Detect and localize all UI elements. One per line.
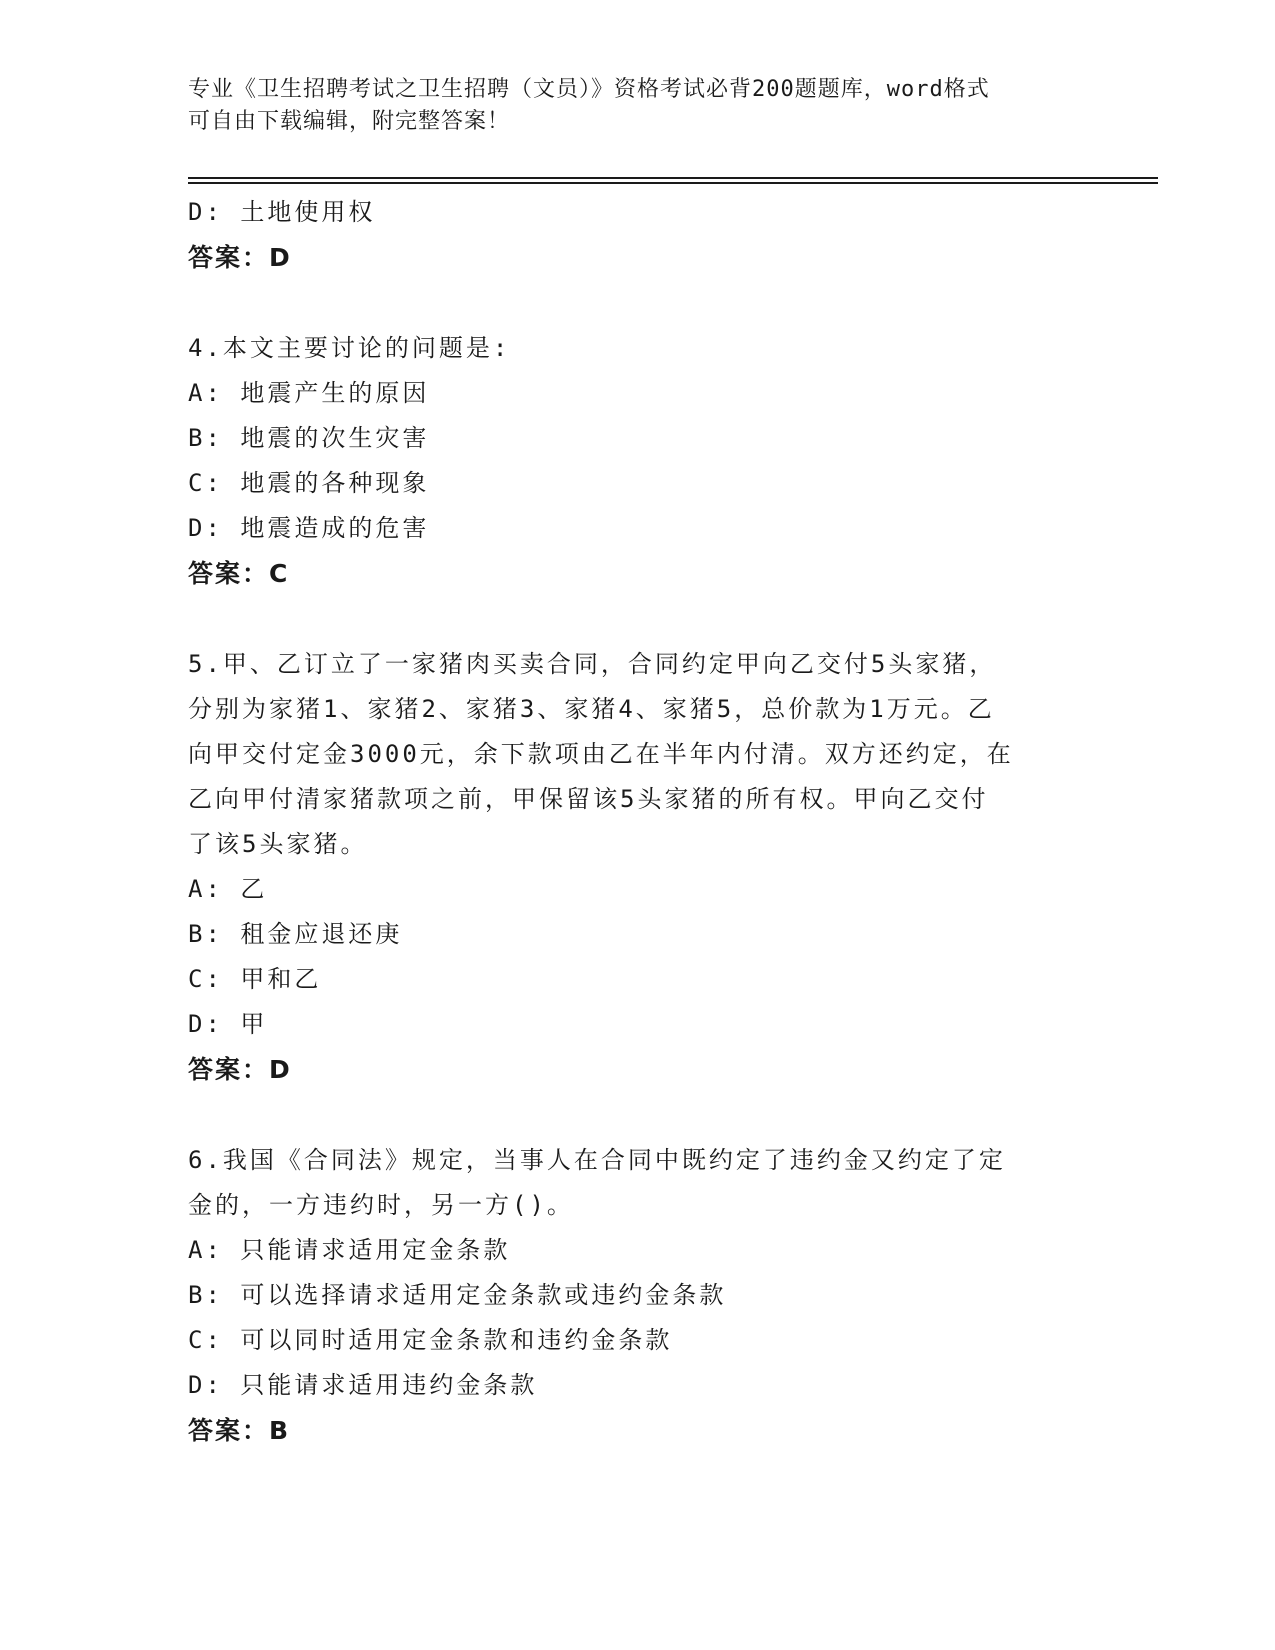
q6-stem-line-2: 金的，一方违约时，另一方()。 xyxy=(188,1191,574,1219)
q5-answer: 答案：D xyxy=(188,1055,292,1084)
header-title-line-1: 专业《卫生招聘考试之卫生招聘（文员）》资格考试必背200题题库，word格式 xyxy=(188,77,990,102)
question-3-tail xyxy=(188,190,1088,280)
header-divider-top xyxy=(188,177,1158,179)
q5-option-d: D: 甲 xyxy=(188,1010,268,1038)
question-6 xyxy=(188,1138,1088,1453)
q5-option-c: C: 甲和乙 xyxy=(188,965,322,993)
header-title-line-2: 可自由下载编辑，附完整答案！ xyxy=(188,109,511,134)
q3-option-d: D: 土地使用权 xyxy=(188,198,376,226)
q4-option-c: C: 地震的各种现象 xyxy=(188,469,430,497)
document-header xyxy=(188,74,1088,138)
spacer xyxy=(188,280,1088,326)
q5-stem-line-4: 乙向甲付清家猪款项之前，甲保留该5头家猪的所有权。甲向乙交付 xyxy=(188,785,989,813)
question-5 xyxy=(188,642,1088,1092)
question-4 xyxy=(188,326,1088,596)
q4-answer: 答案：C xyxy=(188,559,290,588)
q4-option-a: A: 地震产生的原因 xyxy=(188,379,430,407)
q5-stem-line-2: 分别为家猪1、家猪2、家猪3、家猪4、家猪5，总价款为1万元。乙 xyxy=(188,695,995,723)
q6-answer: 答案：B xyxy=(188,1416,291,1445)
q4-option-b: B: 地震的次生灾害 xyxy=(188,424,430,452)
q5-stem-line-5: 了该5头家猪。 xyxy=(188,830,368,858)
q6-option-b: B: 可以选择请求适用定金条款或违约金条款 xyxy=(188,1281,727,1309)
q5-option-b: B: 租金应退还庚 xyxy=(188,920,403,948)
question-content xyxy=(188,190,1088,1453)
q5-stem-line-3: 向甲交付定金3000元，余下款项由乙在半年内付清。双方还约定，在 xyxy=(188,740,1014,768)
q5-stem-line-1: 5.甲、乙订立了一家猪肉买卖合同，合同约定甲向乙交付5头家猪， xyxy=(188,650,997,678)
q6-stem-line-1: 6.我国《合同法》规定，当事人在合同中既约定了违约金又约定了定 xyxy=(188,1146,1006,1174)
q4-option-d: D: 地震造成的危害 xyxy=(188,514,430,542)
q3-answer: 答案：D xyxy=(188,243,292,272)
spacer xyxy=(188,1092,1088,1138)
q4-stem: 4.本文主要讨论的问题是: xyxy=(188,334,511,362)
header-divider-bottom xyxy=(188,182,1158,184)
q6-option-d: D: 只能请求适用违约金条款 xyxy=(188,1371,538,1399)
q5-option-a: A: 乙 xyxy=(188,875,268,903)
q6-option-c: C: 可以同时适用定金条款和违约金条款 xyxy=(188,1326,673,1354)
q6-option-a: A: 只能请求适用定金条款 xyxy=(188,1236,511,1264)
spacer xyxy=(188,596,1088,642)
